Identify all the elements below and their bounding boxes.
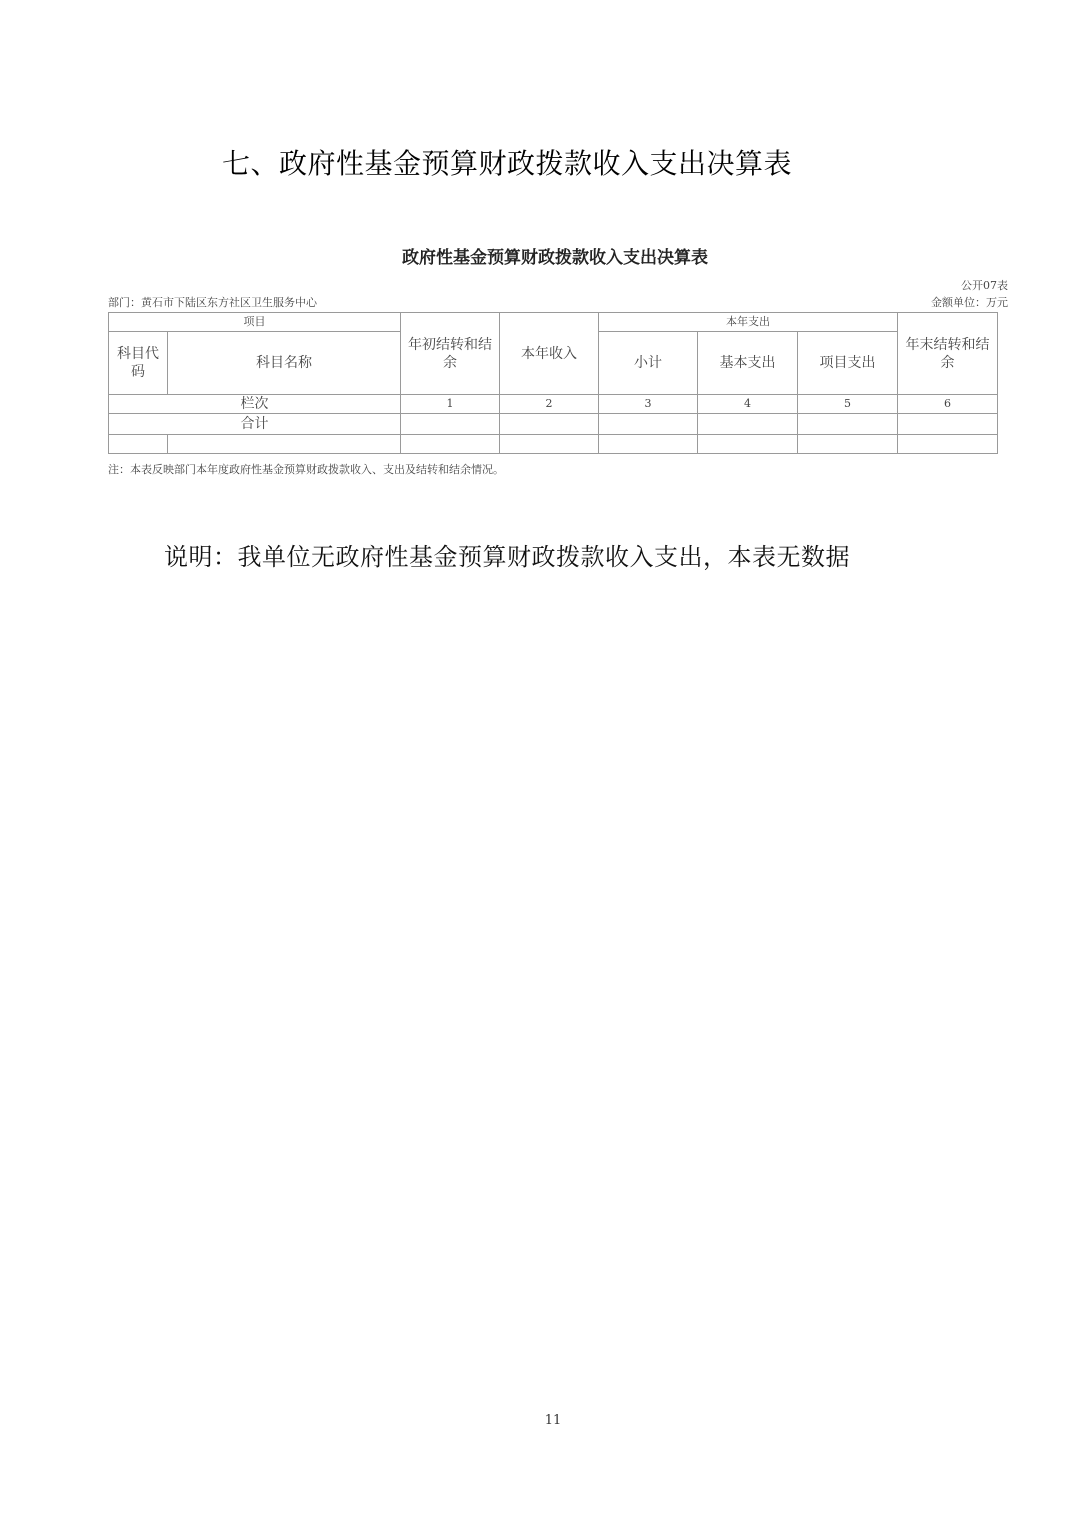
table-cell [401,435,500,454]
total-row [109,414,998,435]
header-project-expenditure: 项目支出 [798,332,898,395]
section-title: 七、政府性基金预算财政拨款收入支出决算表 [222,147,793,180]
table-cell [798,435,898,454]
column-number: 3 [599,395,698,414]
table-cell [698,435,798,454]
table-cell [898,414,998,435]
table-cell [698,414,798,435]
fund-table [108,312,998,454]
column-number-row [109,395,998,414]
table-title: 政府性基金预算财政拨款收入支出决算表 [402,248,708,268]
column-number: 2 [500,395,599,414]
empty-row [109,435,998,454]
header-ending-balance: 年末结转和结余 [898,313,998,395]
header-current-expenditure: 本年支出 [599,313,898,332]
table-cell [898,435,998,454]
amount-unit-label: 金额单位：万元 [931,296,1008,309]
column-number: 4 [698,395,798,414]
table-note: 注：本表反映部门本年度政府性基金预算财政拨款收入、支出及结转和结余情况。 [108,463,504,476]
column-number-label: 栏次 [109,395,401,414]
column-number: 5 [798,395,898,414]
table-cell [500,414,599,435]
table-header-row-1 [109,313,998,332]
header-subject-code: 科目代码 [109,332,168,395]
department-label: 部门：黄石市下陆区东方社区卫生服务中心 [108,296,317,309]
header-basic-expenditure: 基本支出 [698,332,798,395]
total-label: 合计 [109,414,401,435]
header-current-income: 本年收入 [500,313,599,395]
column-number: 6 [898,395,998,414]
explanation-text: 说明：我单位无政府性基金预算财政拨款收入支出，本表无数据 [164,543,850,571]
table-cell [599,435,698,454]
header-beginning-balance: 年初结转和结余 [401,313,500,395]
table-cell [109,435,168,454]
table-cell [168,435,401,454]
table-cell [401,414,500,435]
table-cell [500,435,599,454]
page-number: 11 [544,1413,562,1428]
header-item: 项目 [109,313,401,332]
table-cell [599,414,698,435]
header-subject-name: 科目名称 [168,332,401,395]
form-code: 公开07表 [961,279,1008,292]
header-subtotal: 小计 [599,332,698,395]
column-number: 1 [401,395,500,414]
table-cell [798,414,898,435]
